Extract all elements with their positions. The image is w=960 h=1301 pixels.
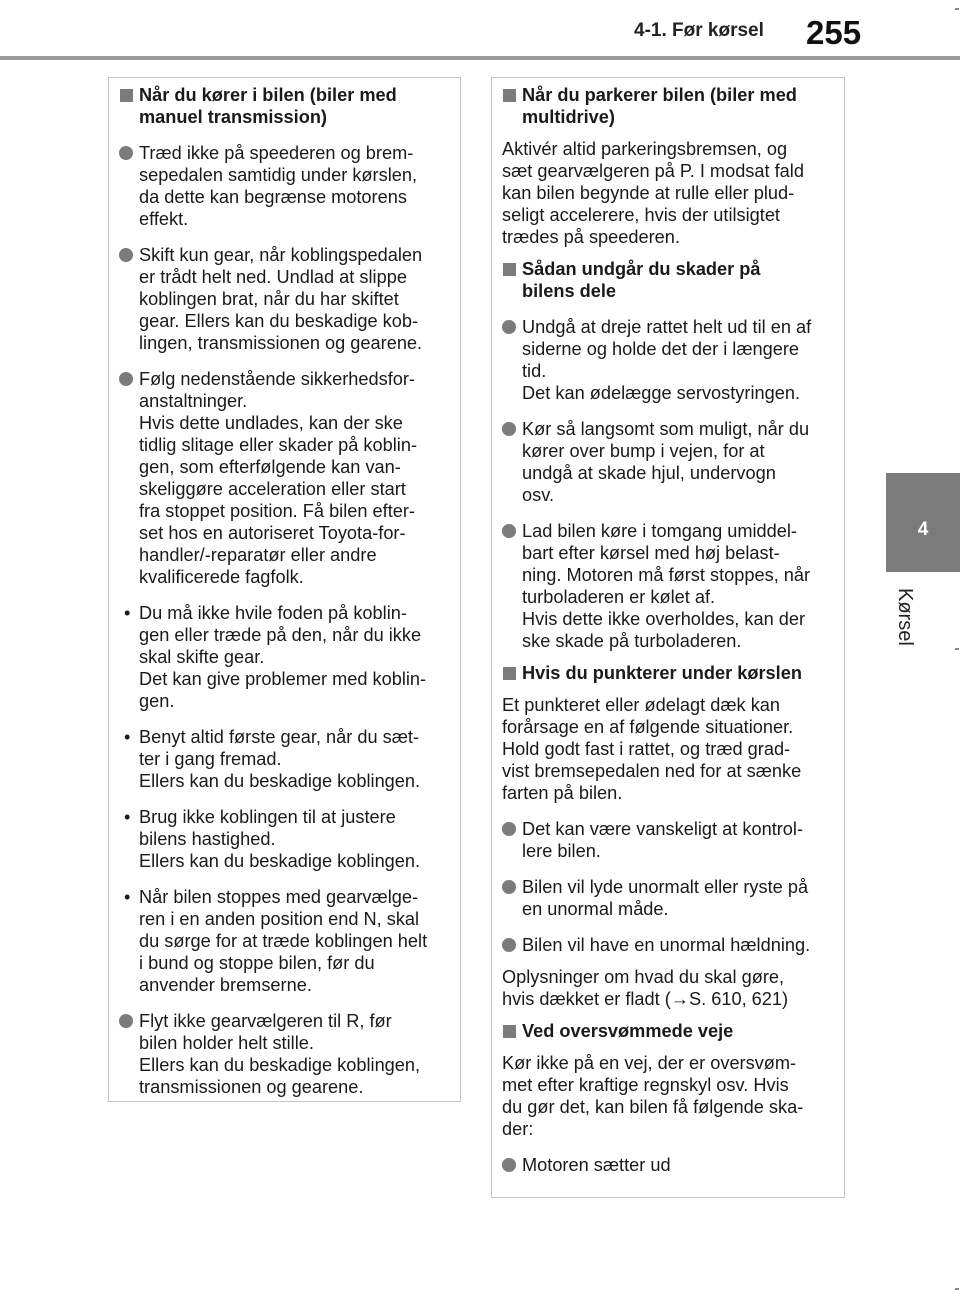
- text-line: Ellers kan du beskadige koblingen.: [139, 771, 421, 791]
- text-line: hvis dækket er fladt (→S. 610, 621): [502, 989, 789, 1009]
- crop-mark: [955, 1288, 959, 1290]
- text-line: met efter kraftige regnskyl osv. Hvis: [502, 1075, 789, 1095]
- text-line: sæt gearvælgeren på P. I modsat fald: [502, 161, 804, 181]
- bullet-item: [502, 818, 834, 862]
- text-line: Kør ikke på en vej, der er oversvøm-: [502, 1053, 797, 1073]
- text-line: Kør så langsomt som muligt, når du: [522, 419, 810, 439]
- right-column: [491, 77, 845, 1198]
- section-heading: [502, 84, 834, 128]
- text-line: siderne og holde det der i længere: [522, 339, 800, 359]
- text-line: • Når bilen stoppes med gearvælge-: [139, 887, 419, 907]
- text-line: der:: [502, 1119, 534, 1139]
- text-line: Hvis dette ikke overholdes, kan der: [522, 609, 806, 629]
- paragraph: [502, 694, 834, 804]
- text-line: du sørge for at træde koblingen helt: [139, 931, 428, 951]
- text-line: Det kan give problemer med koblin-: [139, 669, 427, 689]
- text-line: Aktivér altid parkeringsbremsen, og: [502, 139, 788, 159]
- text-line: Bilen vil have en unormal hældning.: [522, 935, 811, 955]
- text-line: i bund og stoppe bilen, før du: [139, 953, 375, 973]
- text-line: tid.: [522, 361, 547, 381]
- text-line: du gør det, kan bilen få følgende ska-: [502, 1097, 804, 1117]
- text-line: Ellers kan du beskadige koblingen.: [139, 851, 421, 871]
- text-line: Bilen vil lyde unormalt eller ryste på: [522, 877, 809, 897]
- text-line: bilens dele: [522, 281, 617, 301]
- bullet-item: [119, 142, 450, 230]
- text-line: koblingen brat, når du har skiftet: [139, 289, 399, 309]
- text-line: Det kan være vanskeligt at kontrol-: [522, 819, 804, 839]
- text-line: vist bremsepedalen ned for at sænke: [502, 761, 802, 781]
- bullet-item: [119, 244, 450, 354]
- text-line: lingen, transmissionen og gearene.: [139, 333, 423, 353]
- text-line: Hvis dette undlades, kan der ske: [139, 413, 403, 433]
- text-line: anvender bremserne.: [139, 975, 312, 995]
- text-line: forårsage en af følgende situationer.: [502, 717, 794, 737]
- paragraph: [502, 966, 834, 1010]
- paragraph: [502, 138, 834, 248]
- text-line: Ved oversvømmede veje: [522, 1021, 734, 1041]
- crop-mark: [955, 648, 959, 650]
- sub-bullet-item: [119, 886, 450, 996]
- text-line: seligt accelerere, hvis der utilsigtet: [502, 205, 780, 225]
- text-line: bart efter kørsel med høj belast-: [522, 543, 780, 563]
- text-line: Når du parkerer bilen (biler med: [522, 85, 797, 105]
- text-line: • Brug ikke koblingen til at justere: [139, 807, 396, 827]
- sub-bullet-item: [119, 726, 450, 792]
- text-line: kan bilen begynde at rulle eller plud-: [502, 183, 795, 203]
- text-line: ning. Motoren må først stoppes, når: [522, 565, 811, 585]
- text-line: kører over bump i vejen, for at: [522, 441, 765, 461]
- text-line: ske skade på turboladeren.: [522, 631, 742, 651]
- text-line: • Benyt altid første gear, når du sæt-: [139, 727, 420, 747]
- section-title: 4-1. Før kørsel: [634, 20, 764, 41]
- text-line: ren i en anden position end N, skal: [139, 909, 420, 929]
- left-column: [108, 77, 461, 1102]
- text-line: manuel transmission): [139, 107, 327, 127]
- text-line: Ellers kan du beskadige koblingen,: [139, 1055, 421, 1075]
- text-line: lere bilen.: [522, 841, 601, 861]
- text-line: bilen holder helt stille.: [139, 1033, 314, 1053]
- text-line: handler/-reparatør eller andre: [139, 545, 377, 565]
- text-line: sepedalen samtidig under kørslen,: [139, 165, 418, 185]
- text-line: fra stoppet position. Få bilen efter-: [139, 501, 415, 521]
- text-line: multidrive): [522, 107, 615, 127]
- sub-bullet-item: [119, 602, 450, 712]
- text-line: Følg nedenstående sikkerhedsfor-: [139, 369, 415, 389]
- text-line: Hold godt fast i rattet, og træd grad-: [502, 739, 791, 759]
- text-line: tidlig slitage eller skader på koblin-: [139, 435, 418, 455]
- page-number: 255: [806, 14, 862, 51]
- bullet-item: [502, 520, 834, 652]
- text-line: Et punkteret eller ødelagt dæk kan: [502, 695, 781, 715]
- text-line: • Du må ikke hvile foden på koblin-: [139, 603, 407, 623]
- text-line: skal skifte gear.: [139, 647, 265, 667]
- text-line: Lad bilen køre i tomgang umiddel-: [522, 521, 797, 541]
- text-line: gear. Ellers kan du beskadige kob-: [139, 311, 419, 331]
- section-heading: [502, 258, 834, 302]
- text-line: ter i gang fremad.: [139, 749, 282, 769]
- bullet-item: [502, 934, 834, 956]
- text-line: en unormal måde.: [522, 899, 669, 919]
- bullet-item: [502, 876, 834, 920]
- text-line: Det kan ødelægge servostyringen.: [522, 383, 801, 403]
- text-line: da dette kan begrænse motorens: [139, 187, 407, 207]
- text-line: Flyt ikke gearvælgeren til R, før: [139, 1011, 392, 1031]
- text-line: Oplysninger om hvad du skal gøre,: [502, 967, 785, 987]
- text-line: effekt.: [139, 209, 189, 229]
- crop-mark: [955, 8, 959, 10]
- bullet-item: [502, 316, 834, 404]
- paragraph: [502, 1052, 834, 1140]
- header-rule: [0, 56, 960, 60]
- section-heading: [119, 84, 450, 128]
- text-line: gen eller træde på den, når du ikke: [139, 625, 422, 645]
- bullet-item: [502, 1154, 834, 1176]
- text-line: osv.: [522, 485, 555, 505]
- text-line: Træd ikke på speederen og brem-: [139, 143, 414, 163]
- chapter-tab: [886, 473, 960, 572]
- text-line: transmissionen og gearene.: [139, 1077, 364, 1097]
- text-line: undgå at skade hjul, undervogn: [522, 463, 776, 483]
- text-line: set hos en autoriseret Toyota-for-: [139, 523, 406, 543]
- bullet-item: [502, 418, 834, 506]
- sub-bullet-item: [119, 806, 450, 872]
- text-line: Undgå at dreje rattet helt ud til en af: [522, 317, 812, 337]
- text-line: Når du kører i bilen (biler med: [139, 85, 397, 105]
- text-line: Motoren sætter ud: [522, 1155, 671, 1175]
- text-line: gen, som efterfølgende kan van-: [139, 457, 401, 477]
- text-line: turboladeren er kølet af.: [522, 587, 716, 607]
- text-line: gen.: [139, 691, 175, 711]
- chapter-label: Kørsel: [894, 588, 916, 646]
- text-line: kvalificerede fagfolk.: [139, 567, 304, 587]
- text-line: trædes på speederen.: [502, 227, 680, 247]
- text-line: Skift kun gear, når koblingspedalen: [139, 245, 423, 265]
- text-line: anstaltninger.: [139, 391, 248, 411]
- text-line: farten på bilen.: [502, 783, 623, 803]
- text-line: Sådan undgår du skader på: [522, 259, 761, 279]
- text-line: er trådt helt ned. Undlad at slippe: [139, 267, 407, 287]
- chapter-number: 4: [917, 519, 929, 540]
- text-line: Hvis du punkterer under kørslen: [522, 663, 802, 683]
- text-line: bilens hastighed.: [139, 829, 276, 849]
- section-heading: [502, 662, 834, 684]
- section-heading: [502, 1020, 834, 1042]
- bullet-item: [119, 1010, 450, 1098]
- bullet-item: [119, 368, 450, 588]
- text-line: skeliggøre acceleration eller start: [139, 479, 406, 499]
